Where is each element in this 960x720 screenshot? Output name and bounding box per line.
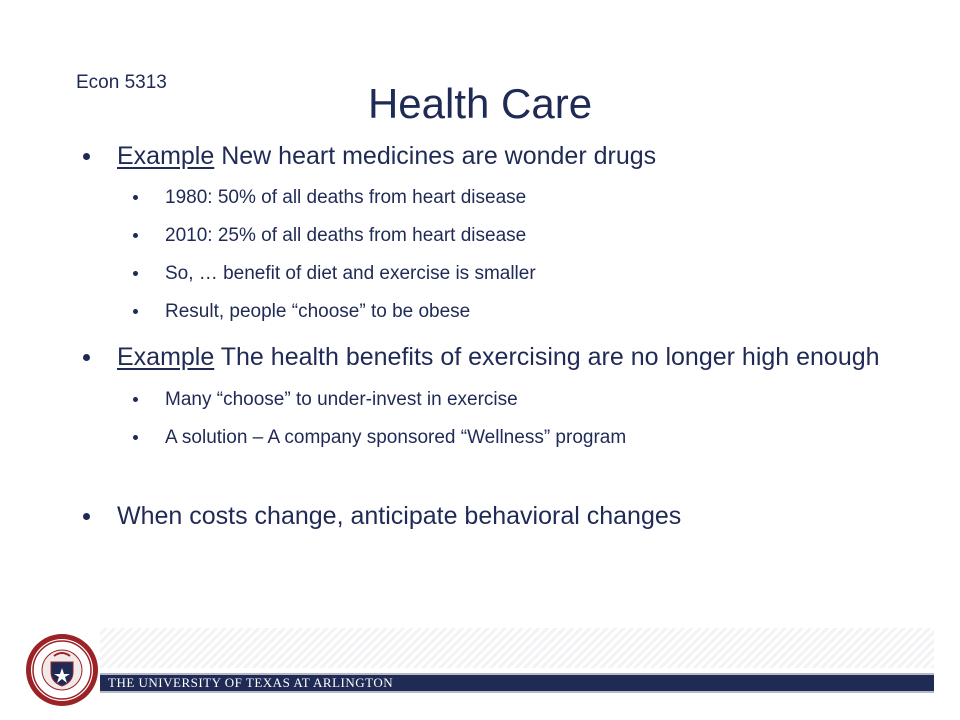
bullet-2 (80, 341, 910, 374)
university-seal-icon (24, 632, 100, 708)
sub-bullet-1-2: 2010: 25% of all deaths from heart disease (80, 224, 910, 248)
bullet-2-lead: Example (117, 343, 215, 371)
footer-pattern (100, 628, 934, 668)
sub-bullet-1-4: Result, people “choose” to be obese (80, 300, 910, 324)
footer-bar (100, 673, 934, 693)
university-name: THE UNIVERSITY OF TEXAS AT ARLINGTON (108, 675, 394, 690)
bullet-3: When costs change, anticipate behavioral changes (80, 500, 910, 533)
bullet-1 (80, 140, 910, 173)
slide-title: Health Care (367, 80, 593, 127)
bullet-2-text: The health benefits of exercising are no longer high enough (214, 343, 880, 371)
sub-bullet-2-1: Many “choose” to under-invest in exercise (80, 388, 910, 412)
bullet-1-lead: Example (117, 142, 215, 170)
sub-bullet-1-3: So, … benefit of diet and exercise is smaller (80, 262, 910, 286)
bullet-1-text: New heart medicines are wonder drugs (214, 142, 657, 170)
sub-bullet-1-1: 1980: 50% of all deaths from heart disease (80, 186, 910, 210)
sub-bullet-2-2: A solution – A company sponsored “Wellness” program (80, 426, 910, 450)
slide-content (80, 136, 910, 533)
course-label: Econ 5313 (76, 72, 167, 93)
